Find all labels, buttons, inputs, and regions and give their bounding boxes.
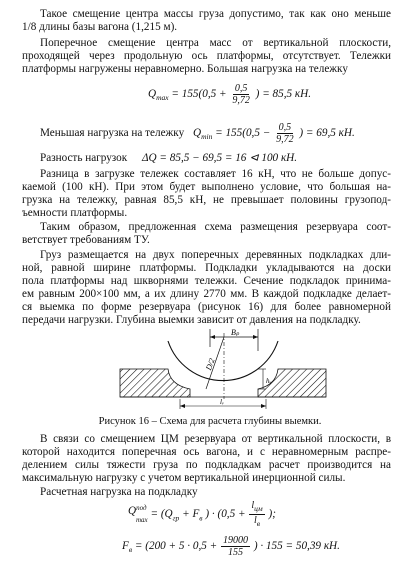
formula-fv [122, 532, 340, 564]
formula-load-den-sub: в [256, 519, 261, 528]
formula-qmin-den: 9,72 [276, 133, 294, 145]
formula-load-plus: + F [179, 508, 200, 521]
para2-line2: проходящей через продольную ось платформы, отсутствует. Тележки [22, 50, 391, 62]
para2-line3: платформы нагружены неравномерно. Большая нагрузка на тележку [22, 63, 348, 75]
formula-qmin-fraction [274, 122, 296, 145]
formula-qmin-post: ) = 69,5 кН. [299, 127, 355, 139]
figure-recess-diagram [108, 327, 338, 412]
formula-qmax-sub: max [156, 93, 169, 103]
para6-line4: максимальную нагрузку с учетом вертикальной инерционной силы. [22, 472, 346, 484]
formula-fv-pre: = (200 + 5 · 0,5 + [134, 540, 218, 552]
para1-line1: Такое смещение центра массы груза допустимо, так как оно меньше [40, 8, 391, 20]
formula-load-lhs: Q [128, 505, 137, 517]
formula-diff-label: Разность нагрузок [40, 152, 128, 164]
label-lv: lᵥ [220, 398, 224, 406]
para5-line1: Груз размещается на двух поперечных деревянных подкладках дли- [40, 249, 391, 261]
formula-diff-expr: ΔQ = 85,5 − 69,5 = 16 ⊲ 100 кН. [141, 152, 298, 164]
formula-load-sup: под [136, 504, 147, 512]
formula-load-sub: max [136, 516, 148, 524]
para7-line1: Расчетная нагрузка на подкладку [40, 486, 198, 498]
formula-qmin-label: Меньшая нагрузка на тележку [40, 127, 185, 139]
formula-qmin [40, 121, 355, 149]
para3-line2: каемой (100 кН). При этом будет выполнено условие, что большая на- [22, 181, 391, 193]
para6-line3: делением силы тяжести груза по подкладкам расчет производится на [22, 459, 391, 471]
para5-line2: ной, равной ширине платформы. Подкладки укладываются на доски [22, 262, 391, 274]
formula-qmax-fraction [230, 83, 252, 106]
label-hv: hᵥ [266, 377, 272, 385]
formula-load-post: ); [268, 508, 276, 521]
formula-load-pre2: ) · (0,5 + [205, 508, 246, 521]
formula-diff [40, 152, 297, 165]
tank-outline [168, 341, 278, 381]
para5-line6: передачи нагрузки. Глубина выемки зависит от давления на подкладку. [22, 314, 361, 326]
formula-qmax-lhs: Q [148, 88, 157, 100]
para4-line2: ветствует требованиям ТУ. [22, 234, 150, 246]
formula-fv-den: 155 [228, 546, 244, 558]
para3-line4: ъемности платформы. [22, 207, 128, 219]
formula-fv-lhs: F [122, 540, 129, 552]
formula-load-mid: = (Q [150, 508, 173, 521]
formula-qmax-den: 9,72 [232, 94, 250, 106]
para3-line1: Разница в загрузке тележек составляет 16 кН, что не больше допус- [40, 168, 391, 180]
formula-qmax-post: ) = 85,5 кН. [255, 88, 312, 100]
formula-fv-num: 19000 [223, 534, 249, 546]
formula-load [128, 500, 276, 532]
formula-qmax-pre: = 155(0,5 + [171, 88, 227, 100]
formula-fv-post: ) · 155 = 50,39 кН. [253, 540, 340, 552]
formula-load-num: l [251, 500, 255, 511]
formula-qmin-num: 0,5 [278, 121, 292, 133]
para1-line2: 1/8 длины базы вагона (1,215 м). [22, 21, 178, 33]
para6-line2: которой находится поперечная ось вагона, и с неравномерным распре- [22, 446, 391, 458]
formula-qmax [148, 82, 311, 110]
formula-qmin-lhs: Q [192, 127, 202, 139]
para5-line4: ем равным 200×100 мм, а их длину 2770 мм. В каждой подкладке делает- [22, 288, 391, 300]
formula-load-num-sub: цм [254, 504, 263, 513]
para4-line1: Таким образом, предложенная схема размещения резервуара соот- [40, 221, 391, 233]
formula-qmin-sub: min [201, 132, 213, 142]
para2-line1: Поперечное смещение центра масс от вертикальной плоскости, [40, 37, 391, 49]
para6-line1: В связи со смещением ЦМ резервуара от вертикальной плоскости, в [40, 433, 391, 445]
formula-qmin-pre: = 155(0,5 − [215, 127, 271, 139]
label-bp: Bₚ [231, 328, 240, 337]
formula-load-fraction [249, 500, 264, 529]
label-d2: D/2 [204, 357, 217, 372]
figure-caption: Рисунок 16 – Схема для расчета глубины выемки. [98, 416, 322, 427]
formula-load-plus-sub: в [199, 513, 203, 523]
para5-line3: пола платформы над шкворнями тележки. Сечение подкладок принима- [22, 275, 391, 287]
formula-load-den: l [253, 515, 257, 526]
sleeper-left [120, 369, 190, 397]
formula-fv-sub: в [128, 545, 133, 555]
para3-line3: грузка на тележку, равная 85,5 кН, не превышает половины грузопод- [22, 194, 391, 206]
formula-load-mid-sub: гр [172, 513, 180, 523]
para5-line5: ся выемка по форме резервуара (рисунок 16) для более равномерной [22, 301, 391, 313]
formula-fv-fraction [221, 535, 250, 558]
formula-qmax-num: 0,5 [234, 82, 248, 94]
